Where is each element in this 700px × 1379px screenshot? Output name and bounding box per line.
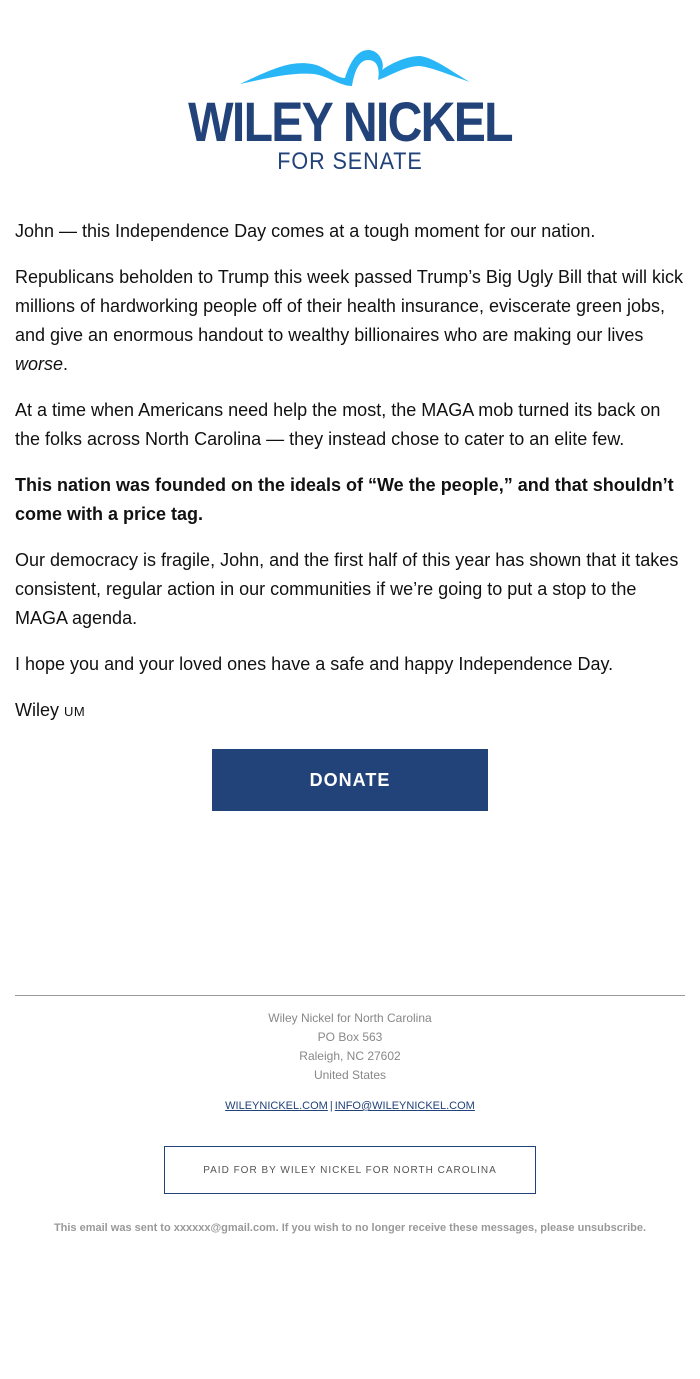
paragraph-bill-emphasis: worse — [15, 354, 64, 374]
address-line1: PO Box 563 — [317, 1030, 383, 1044]
footer-divider — [15, 995, 685, 996]
paragraph-bold: This nation was founded on the ideals of “We the people,” and that shouldn’t come with a price tag. — [15, 475, 674, 524]
signature-mark: UM — [64, 704, 86, 719]
org-name: Wiley Nickel for North Carolina — [268, 1011, 432, 1025]
unsubscribe-end: . — [643, 1222, 647, 1234]
paragraph-democracy: Our democracy is fragile, John, and the first half of this year has shown that it takes consistent, regular action in our communities if we’re going to put a stop to the MAGA agenda. — [15, 550, 679, 628]
footer-address — [0, 1009, 700, 1085]
email-link[interactable]: INFO@WILEYNICKEL.COM — [334, 1100, 475, 1112]
paid-for-box: PAID FOR BY WILEY NICKEL FOR NORTH CAROLINA — [164, 1146, 536, 1194]
unsubscribe-notice — [0, 1222, 700, 1234]
paragraph-greeting: John — this Independence Day comes at a tough moment for our nation. — [15, 221, 596, 241]
email-body — [15, 217, 687, 743]
unsubscribe-link[interactable]: unsubscribe — [577, 1222, 643, 1234]
paragraph-wishes: I hope you and your loved ones have a safe and happy Independence Day. — [15, 654, 614, 674]
footer-links — [0, 1100, 700, 1112]
paragraph-bill-text: Republicans beholden to Trump this week passed Trump’s Big Ugly Bill that will kick millions of hardworking people off of their health insurance, eviscerate green jobs, and give an enormous handout to wealthy billionaires who are making our lives — [15, 267, 683, 345]
link-separator: | — [329, 1100, 333, 1112]
paragraph-bill — [15, 263, 687, 379]
donate-button[interactable]: DONATE — [212, 749, 488, 811]
paragraph-bill-end: . — [63, 354, 69, 374]
address-line2: Raleigh, NC 27602 — [299, 1049, 401, 1063]
signature-name: Wiley — [15, 700, 59, 720]
address-country: United States — [313, 1068, 387, 1082]
website-link[interactable]: WILEYNICKEL.COM — [225, 1100, 328, 1112]
logo-title: WILEY NICKEL — [188, 90, 512, 153]
signature — [15, 696, 687, 726]
unsubscribe-text: This email was sent to xxxxxx@gmail.com. If you wish to no longer receive these messages, please — [53, 1222, 578, 1234]
logo-subtitle: FOR SENATE — [277, 148, 423, 175]
logo — [0, 40, 700, 180]
paragraph-maga: At a time when Americans need help the most, the MAGA mob turned its back on the folks across North Carolina — they instead chose to cater to an elite few. — [15, 400, 661, 449]
